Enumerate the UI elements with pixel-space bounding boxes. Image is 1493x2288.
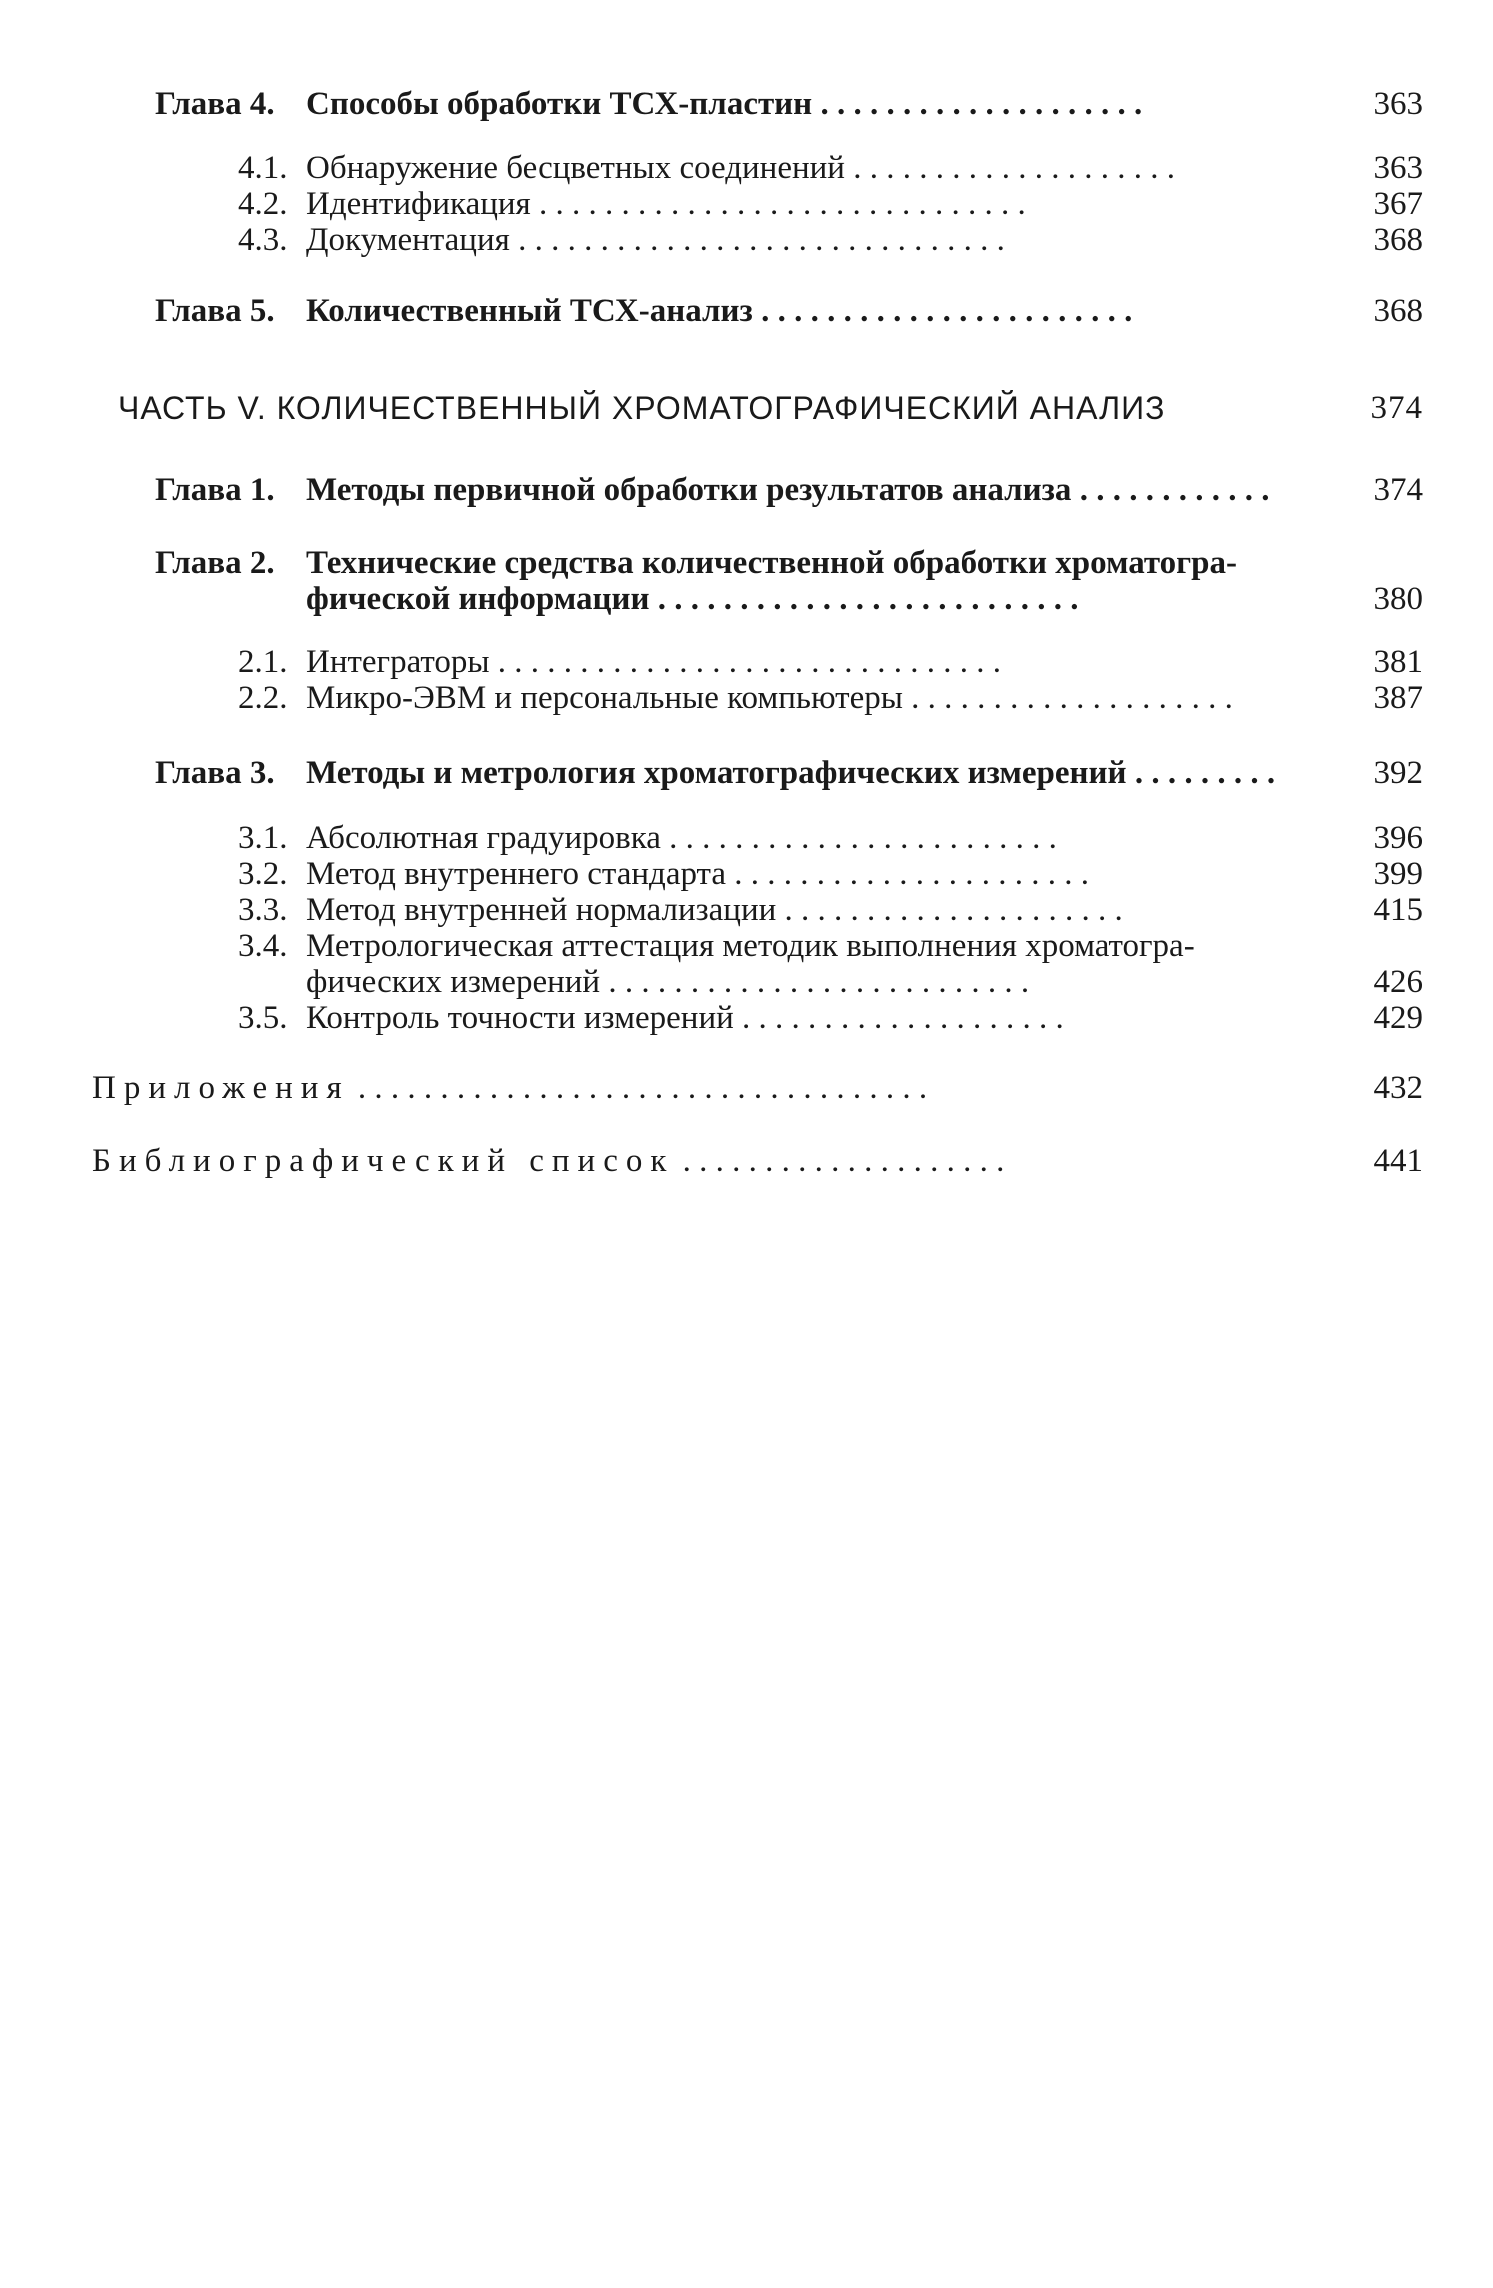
page-number: 374 xyxy=(1370,390,1423,426)
page-number: 387 xyxy=(1373,680,1423,716)
toc-chapter-entry[interactable] xyxy=(0,86,1493,122)
toc-part-entry[interactable] xyxy=(0,390,1493,426)
toc-section-entry[interactable] xyxy=(0,680,1493,716)
page-number: 368 xyxy=(1373,222,1423,258)
toc-section-entry[interactable] xyxy=(0,222,1493,258)
chapter-title-line1: Технические средства количественной обработки хроматогра- xyxy=(306,545,1237,581)
chapter-title: Способы обработки ТСХ-пластин . . . . . . . . . . . . . . . . . . . . xyxy=(306,86,1143,122)
toc-chapter-entry[interactable] xyxy=(0,293,1493,329)
section-number: 2.2. xyxy=(238,680,288,716)
section-title-line2: фических измерений . . . . . . . . . . . . . . . . . . . . . . . . . . xyxy=(306,964,1030,1000)
section-number: 4.1. xyxy=(238,150,288,186)
toc-appendix-entry[interactable] xyxy=(0,1070,1493,1106)
chapter-title: Методы первичной обработки результатов анализа . . . . . . . . . . . . xyxy=(306,472,1270,508)
chapter-title: Количественный ТСХ-анализ . . . . . . . . . . . . . . . . . . . . . . . xyxy=(306,293,1133,329)
section-number: 2.1. xyxy=(238,644,288,680)
page-number: 396 xyxy=(1373,820,1423,856)
page-number: 415 xyxy=(1373,892,1423,928)
page-number: 426 xyxy=(1373,964,1423,1000)
toc-bibliography-entry[interactable] xyxy=(0,1143,1493,1179)
chapter-prefix: Глава 4. xyxy=(155,86,275,122)
chapter-prefix: Глава 1. xyxy=(155,472,275,508)
chapter-prefix: Глава 2. xyxy=(155,545,275,581)
section-title: Метод внутреннего стандарта . . . . . . . . . . . . . . . . . . . . . . xyxy=(306,856,1090,892)
page-number: 363 xyxy=(1373,86,1423,122)
toc-chapter-entry[interactable] xyxy=(0,545,1493,617)
section-title: Документация . . . . . . . . . . . . . . . . . . . . . . . . . . . . . . xyxy=(306,222,1005,258)
page-number: 429 xyxy=(1373,1000,1423,1036)
section-title: Метод внутренней нормализации . . . . . . . . . . . . . . . . . . . . . xyxy=(306,892,1123,928)
page-number: 381 xyxy=(1373,644,1423,680)
toc-chapter-entry[interactable] xyxy=(0,472,1493,508)
toc-section-entry[interactable] xyxy=(0,928,1493,1000)
section-title: Абсолютная градуировка . . . . . . . . . . . . . . . . . . . . . . . . xyxy=(306,820,1057,856)
appendix-title: Приложения . . . . . . . . . . . . . . . . . . . . . . . . . . . . . . . . . . . xyxy=(92,1070,928,1106)
toc-section-entry[interactable] xyxy=(0,820,1493,856)
chapter-prefix: Глава 3. xyxy=(155,755,275,791)
page-number: 367 xyxy=(1373,186,1423,222)
page-number: 432 xyxy=(1373,1070,1423,1106)
chapter-title: Методы и метрология хроматографических измерений . . . . . . . . . xyxy=(306,755,1276,791)
section-number: 3.2. xyxy=(238,856,288,892)
section-title: Идентификация . . . . . . . . . . . . . . . . . . . . . . . . . . . . . . xyxy=(306,186,1026,222)
page-number: 441 xyxy=(1373,1143,1423,1179)
section-number: 4.2. xyxy=(238,186,288,222)
toc-section-entry[interactable] xyxy=(0,892,1493,928)
section-number: 3.5. xyxy=(238,1000,288,1036)
page-number: 374 xyxy=(1373,472,1423,508)
bibliography-title: Библиографический список . . . . . . . . . . . . . . . . . . . . xyxy=(92,1143,1005,1179)
toc-section-entry[interactable] xyxy=(0,856,1493,892)
section-title: Микро-ЭВМ и персональные компьютеры . . . . . . . . . . . . . . . . . . . . xyxy=(306,680,1233,716)
section-number: 3.3. xyxy=(238,892,288,928)
page-number: 363 xyxy=(1373,150,1423,186)
section-title: Интеграторы . . . . . . . . . . . . . . . . . . . . . . . . . . . . . . . xyxy=(306,644,1002,680)
section-number: 3.1. xyxy=(238,820,288,856)
part-title: ЧАСТЬ V. КОЛИЧЕСТВЕННЫЙ ХРОМАТОГРАФИЧЕСКИЙ АНАЛИЗ xyxy=(118,390,1166,426)
section-number: 3.4. xyxy=(238,928,288,964)
toc-section-entry[interactable] xyxy=(0,1000,1493,1036)
section-title: Контроль точности измерений . . . . . . . . . . . . . . . . . . . . xyxy=(306,1000,1064,1036)
toc-chapter-entry[interactable] xyxy=(0,755,1493,791)
page-number: 399 xyxy=(1373,856,1423,892)
page-number: 392 xyxy=(1373,755,1423,791)
toc-section-entry[interactable] xyxy=(0,644,1493,680)
section-number: 4.3. xyxy=(238,222,288,258)
section-title-line1: Метрологическая аттестация методик выполнения хроматогра- xyxy=(306,928,1195,964)
chapter-prefix: Глава 5. xyxy=(155,293,275,329)
page-number: 380 xyxy=(1373,581,1423,617)
toc-section-entry[interactable] xyxy=(0,150,1493,186)
chapter-title-line2: фической информации . . . . . . . . . . . . . . . . . . . . . . . . . . xyxy=(306,581,1079,617)
page-number: 368 xyxy=(1373,293,1423,329)
toc-section-entry[interactable] xyxy=(0,186,1493,222)
section-title: Обнаружение бесцветных соединений . . . . . . . . . . . . . . . . . . . . xyxy=(306,150,1175,186)
